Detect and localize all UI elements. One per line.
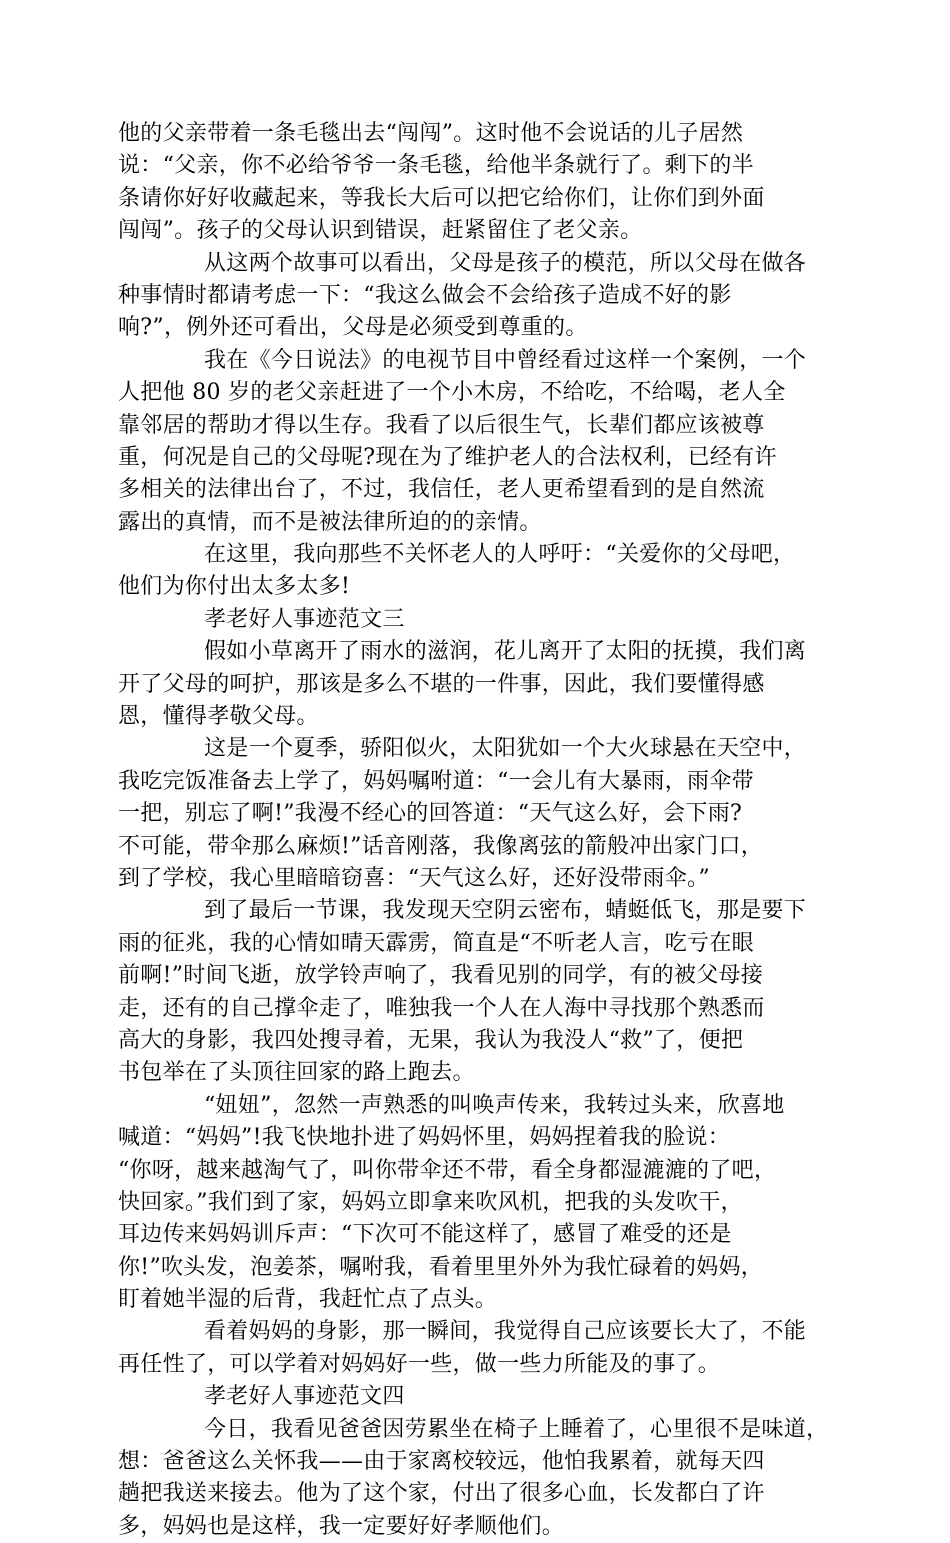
document-text-body — [118, 118, 832, 1543]
text-line: 再任性了，可以学着对妈妈好一些，做一些力所能及的事了。 — [118, 1351, 721, 1377]
text-line: 想：爸爸这么关怀我——由于家离校较远，他怕我累着，就每天四 — [118, 1449, 765, 1475]
section-heading: 孝老好人事迹范文三 — [204, 606, 405, 632]
text-line: 响?”，例外还可看出，父母是必须受到尊重的。 — [118, 315, 588, 341]
text-line: 我在《今日说法》的电视节目中曾经看过这样一个案例，一个 — [204, 347, 807, 373]
text-line: 露出的真情，而不是被法律所迫的的亲情。 — [118, 509, 542, 535]
text-line: 高大的身影，我四处搜寻着，无果，我认为我没人“救”了，便把 — [118, 1027, 744, 1053]
text-line: 说：“父亲，你不必给爷爷一条毛毯，给他半条就行了。剩下的半 — [118, 153, 754, 179]
text-line: 你!”吹头发，泡姜茶，嘱咐我，看着里里外外为我忙碌着的妈妈， — [118, 1254, 764, 1280]
text-line: “你呀，越来越淘气了，叫你带伞还不带，看全身都湿漉漉的了吧， — [118, 1157, 777, 1183]
text-line: 种事情时都请考虑一下：“我这么做会不会给孩子造成不好的影 — [118, 282, 732, 308]
text-line: 多，妈妈也是这样，我一定要好好孝顺他们。 — [118, 1513, 565, 1539]
section-heading: 孝老好人事迹范文四 — [204, 1384, 405, 1410]
text-line: 书包举在了头顶往回家的路上跑去。 — [118, 1060, 475, 1086]
text-line: 他们为你付出太多太多! — [118, 574, 351, 600]
text-line: 多相关的法律出台了，不过，我信任，老人更希望看到的是自然流 — [118, 477, 765, 503]
text-line: 不可能，带伞那么麻烦!”话音刚落，我像离弦的箭般冲出家门口， — [118, 833, 764, 859]
text-line: 人把他 80 岁的老父亲赶进了一个小木房，不给吃，不给喝，老人全 — [118, 380, 786, 406]
text-line: 快回家。”我们到了家，妈妈立即拿来吹风机，把我的头发吹干， — [118, 1189, 743, 1215]
text-line: 恩，懂得孝敬父母。 — [118, 704, 319, 730]
text-line: 一把，别忘了啊!”我漫不经心的回答道：“天气这么好，会下雨? — [118, 801, 743, 827]
text-line: 到了学校，我心里暗暗窃喜：“天气这么好，还好没带雨伞。” — [118, 865, 710, 891]
text-line: 重，何况是自己的父母呢?现在为了维护老人的合法权利，已经有许 — [118, 444, 777, 470]
text-line: 走，还有的自己撑伞走了，唯独我一个人在人海中寻找那个熟悉而 — [118, 995, 765, 1021]
text-line: 喊道：“妈妈”!我飞快地扑进了妈妈怀里，妈妈捏着我的脸说： — [118, 1125, 731, 1151]
text-line: 雨的征兆，我的心情如晴天霹雳，简直是“不听老人言，吃亏在眼 — [118, 930, 754, 956]
text-line: 盯着她半湿的后背，我赶忙点了点头。 — [118, 1287, 498, 1313]
text-line: 到了最后一节课，我发现天空阴云密布，蜻蜓低飞，那是要下 — [204, 898, 807, 924]
text-line: 条请你好好收藏起来，等我长大后可以把它给你们，让你们到外面 — [118, 185, 765, 211]
text-line: 他的父亲带着一条毛毯出去“闯闯”。这时他不会说话的儿子居然 — [118, 121, 744, 146]
text-line: 趟把我送来接去。他为了这个家，付出了很多心血，长发都白了许 — [118, 1481, 765, 1507]
text-line: 看着妈妈的身影，那一瞬间，我觉得自己应该要长大了，不能 — [204, 1319, 807, 1345]
text-line: “妞妞”，忽然一声熟悉的叫唤声传来，我转过头来，欣喜地 — [204, 1092, 785, 1118]
text-line: 从这两个故事可以看出，父母是孩子的模范，所以父母在做各 — [204, 250, 807, 276]
text-line: 假如小草离开了雨水的滋润，花儿离开了太阳的抚摸，我们离 — [204, 639, 807, 665]
text-line: 这是一个夏季，骄阳似火，太阳犹如一个大火球悬在天空中， — [204, 736, 807, 762]
text-line: 在这里，我向那些不关怀老人的人呼吁：“关爱你的父母吧， — [204, 542, 796, 568]
text-line: 靠邻居的帮助才得以生存。我看了以后很生气，长辈们都应该被尊 — [118, 412, 765, 438]
text-line: 闯闯”。孩子的父母认识到错误，赶紧留住了老父亲。 — [118, 218, 643, 244]
text-line: 我吃完饭准备去上学了，妈妈嘱咐道：“一会儿有大暴雨，雨伞带 — [118, 768, 754, 794]
text-line: 今日，我看见爸爸因劳累坐在椅子上睡着了，心里很不是味道， — [204, 1416, 829, 1442]
text-line: 开了父母的呵护，那该是多么不堪的一件事，因此，我们要懂得感 — [118, 671, 765, 697]
text-line: 耳边传来妈妈训斥声：“下次可不能这样了，感冒了难受的还是 — [118, 1222, 732, 1248]
text-line: 前啊!”时间飞逝，放学铃声响了，我看见别的同学，有的被父母接 — [118, 963, 764, 989]
